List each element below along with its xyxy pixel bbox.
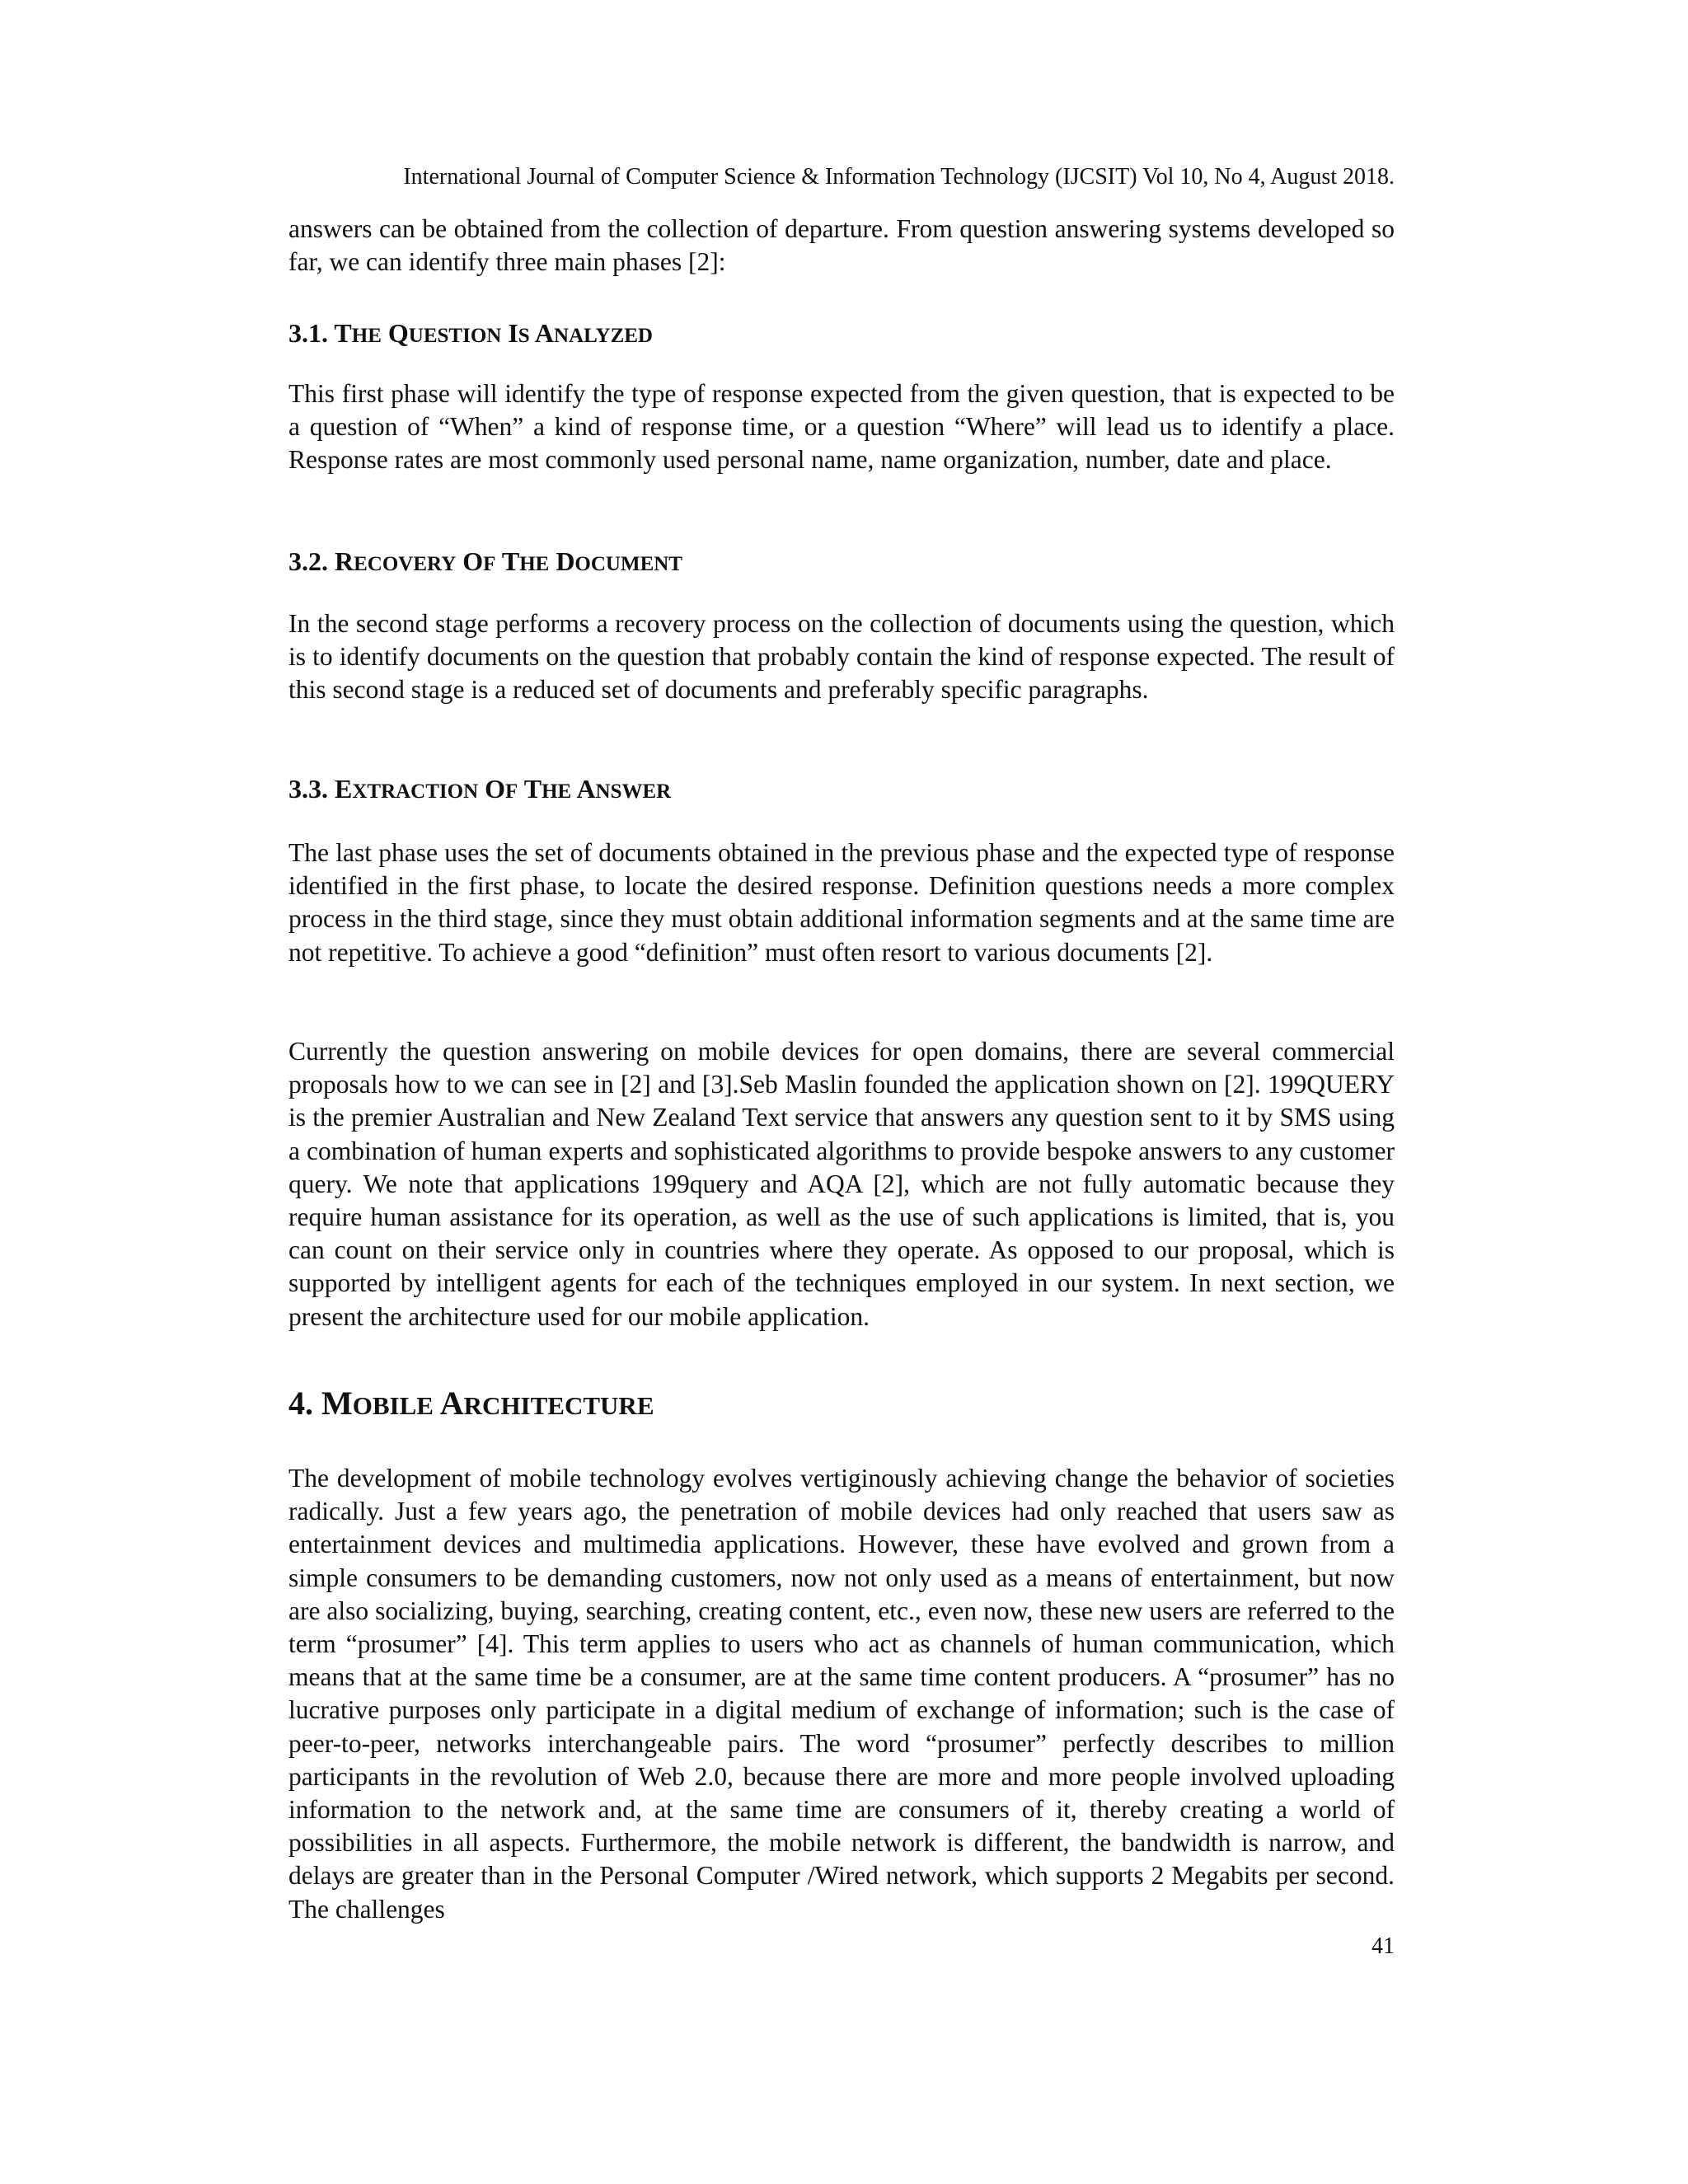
section-heading-3-1: 3.1. THE QUESTION IS ANALYZED — [288, 318, 653, 348]
section-heading-3-2: 3.2. RECOVERY OF THE DOCUMENT — [288, 546, 682, 576]
section-number: 3.3. — [288, 774, 328, 804]
running-header: International Journal of Computer Science & Information Technology (IJCSIT) Vol 10, No 4, August 2018. — [403, 164, 1395, 190]
page-number: 41 — [1372, 1933, 1395, 1959]
section-number: 4. — [288, 1385, 313, 1422]
section-3-3-paragraph: The last phase uses the set of documents obtained in the previous phase and the expected type of response identified in the first phase, to locate the desired response. Definition questions needs a more complex process in the third stage, since they must obtain additional information segments and at the same time are not repetitive. To achieve a good “definition” must often resort to various documents [2]. — [288, 838, 1395, 967]
intro-paragraph: answers can be obtained from the collection of departure. From question answering systems developed so far, we can identify three main phases [2]: — [288, 214, 1395, 277]
section-3-1-paragraph: This first phase will identify the type of response expected from the given question, that is expected to be a question of “When” a kind of response time, or a question “Where” will lead us to identify a place. Response rates are most commonly used personal name, name organization, number, date and place. — [288, 379, 1395, 475]
section-heading-4: 4. MOBILE ARCHITECTURE — [288, 1385, 654, 1422]
section-3-3-paragraph-2: Currently the question answering on mobile devices for open domains, there are several commercial proposals how to we can see in [2] and [3].Seb Maslin founded the application shown on [2]. 199QUERY is the premier Australian and New Zealand Text service that answers any question sent to it by SMS using a combination of human experts and sophisticated algorithms to provide bespoke answers to any customer query. We note that applications 199query and AQA [2], which are not fully automatic because they require human assistance for its operation, as well as the use of such applications is limited, that is, you can count on their service only in countries where they operate. As opposed to our proposal, which is supported by intelligent agents for each of the techniques employed in our system. In next section, we present the architecture used for our mobile application. — [288, 1037, 1395, 1331]
section-number: 3.2. — [288, 546, 328, 576]
section-3-2-paragraph: In the second stage performs a recovery process on the collection of documents using the question, which is to identify documents on the question that probably contain the kind of response expected. The result of this second stage is a reduced set of documents and preferably specific paragraphs. — [288, 609, 1395, 705]
section-4-paragraph: The development of mobile technology evolves vertiginously achieving change the behavior of societies radically. Just a few years ago, the penetration of mobile devices had only reached that users saw as entertainment devices and multimedia applications. However, these have evolved and grown from a simple consumers to be demanding customers, now not only used as a means of entertainment, but now are also socializing, buying, searching, creating content, etc., even now, these new users are referred to the term “prosumer” [4]. This term applies to users who act as channels of human communication, which means that at the same time be a consumer, are at the same time content producers. A “prosumer” has no lucrative purposes only participate in a digital medium of exchange of information; such is the case of peer-to-peer, networks interchangeable pairs. The word “prosumer” perfectly describes to million participants in the revolution of Web 2.0, because there are more and more people involved uploading information to the network and, at the same time are consumers of it, thereby creating a world of possibilities in all aspects. Furthermore, the mobile network is different, the bandwidth is narrow, and delays are greater than in the Personal Computer /Wired network, which supports 2 Megabits per second. The challenges — [288, 1464, 1395, 1924]
section-heading-3-3: 3.3. EXTRACTION OF THE ANSWER — [288, 774, 672, 804]
section-number: 3.1. — [288, 318, 328, 348]
